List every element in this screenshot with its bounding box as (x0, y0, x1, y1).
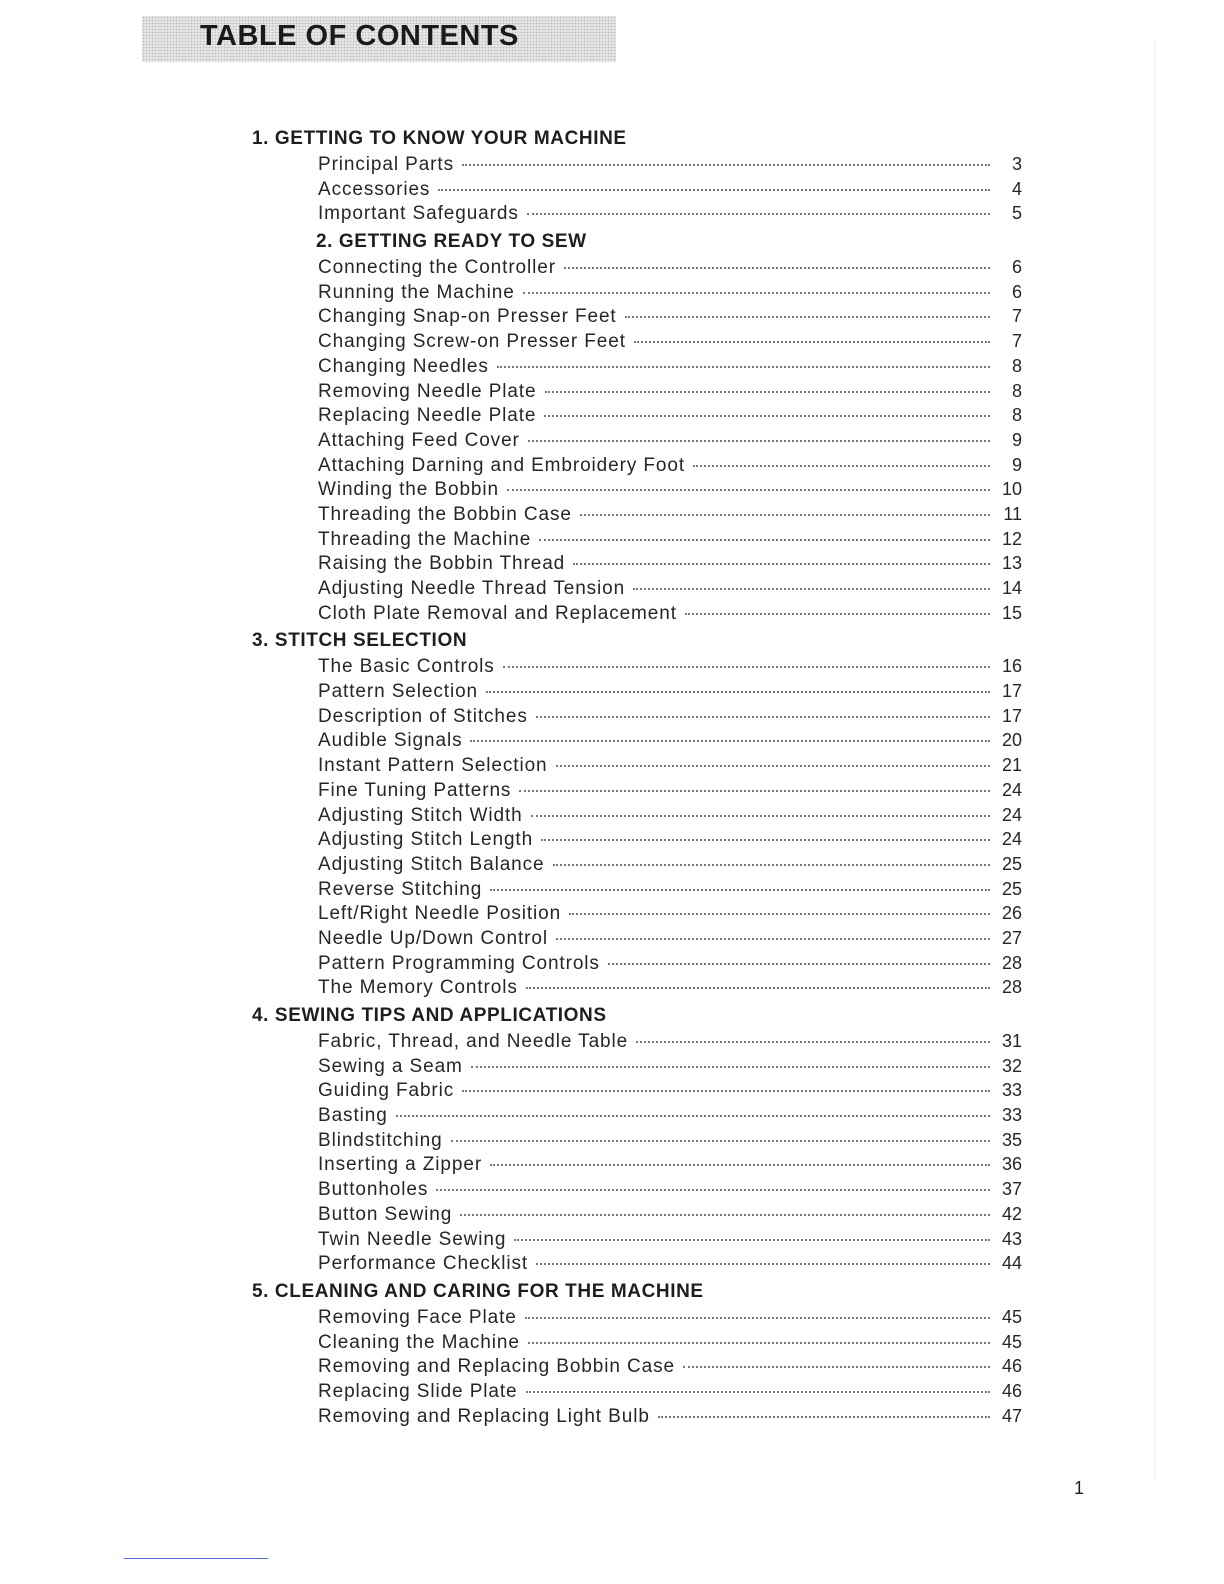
toc-section (252, 1003, 1022, 1276)
toc-entry[interactable] (318, 975, 1022, 1000)
dot-leader (544, 414, 990, 417)
entry-page-number: 8 (1011, 380, 1022, 401)
toc-entry[interactable] (318, 1152, 1022, 1177)
entry-page-number: 16 (1001, 656, 1022, 677)
entry-label: Fabric, Thread, and Needle Table (318, 1031, 629, 1052)
dot-leader (556, 764, 990, 767)
entry-page-number: 46 (1001, 1380, 1022, 1401)
dot-leader (523, 291, 990, 294)
toc-section (252, 628, 1022, 1000)
dot-leader (525, 1316, 990, 1319)
section-title: 2. GETTING READY TO SEW (316, 231, 587, 253)
entry-page-number: 47 (1001, 1405, 1022, 1426)
toc-entry[interactable] (318, 477, 1022, 502)
toc-entry[interactable] (318, 803, 1022, 828)
toc-entry[interactable] (318, 852, 1022, 877)
entry-page-number: 21 (1001, 755, 1022, 776)
toc-entry[interactable] (318, 1078, 1022, 1103)
entry-label: Running the Machine (318, 281, 515, 303)
entry-label: Attaching Feed Cover (318, 429, 520, 451)
toc-entry[interactable] (318, 502, 1022, 527)
toc-entry[interactable] (318, 304, 1022, 329)
entry-page-number: 31 (1001, 1031, 1022, 1051)
entry-label: Performance Checklist (318, 1253, 529, 1275)
entry-label: Pattern Selection (318, 681, 478, 703)
dot-leader (536, 715, 990, 718)
dot-leader (528, 1341, 990, 1344)
dot-leader (569, 912, 990, 915)
toc-entry[interactable] (318, 428, 1022, 453)
dot-leader (436, 1188, 990, 1191)
dot-leader (580, 513, 990, 516)
toc-entry[interactable] (318, 527, 1022, 552)
entry-label: Twin Needle Sewing (318, 1228, 507, 1250)
entry-label: Cleaning the Machine (318, 1331, 520, 1353)
entry-page-number: 28 (1001, 977, 1022, 998)
toc-entry[interactable] (318, 177, 1022, 202)
entry-page-number: 45 (1001, 1331, 1022, 1352)
section-title: 3. STITCH SELECTION (252, 630, 468, 652)
dot-leader (490, 888, 990, 891)
dot-leader (451, 1139, 990, 1142)
dot-leader (573, 562, 990, 565)
entry-page-number: 28 (1001, 952, 1022, 973)
entry-label: Attaching Darning and Embroidery Foot (318, 454, 686, 476)
dot-leader (471, 1065, 990, 1068)
entry-label: Buttonholes (318, 1179, 429, 1201)
entry-label: Threading the Bobbin Case (318, 503, 572, 525)
toc-entry[interactable] (318, 280, 1022, 305)
entry-page-number: 24 (1001, 779, 1022, 800)
dot-leader (507, 488, 990, 491)
entry-label: Winding the Bobbin (318, 479, 499, 501)
dot-leader (634, 340, 990, 343)
dot-leader (519, 789, 990, 792)
entry-label: Needle Up/Down Control (318, 927, 548, 949)
entry-label: Raising the Bobbin Thread (318, 553, 566, 575)
toc-entry[interactable] (318, 1330, 1022, 1355)
entry-label: Changing Screw-on Presser Feet (318, 331, 626, 353)
entry-label: Adjusting Stitch Width (318, 804, 523, 826)
entry-page-number: 20 (1001, 730, 1022, 751)
entry-page-number: 10 (1001, 479, 1022, 500)
page-number: 1 (1074, 1478, 1085, 1498)
toc-entry[interactable] (318, 1227, 1022, 1252)
entry-label: Guiding Fabric (318, 1080, 455, 1102)
dot-leader (526, 986, 990, 989)
toc-entry[interactable] (318, 877, 1022, 902)
dot-leader (553, 863, 991, 866)
page-title: TABLE OF CONTENTS (200, 20, 519, 52)
entry-page-number: 9 (1011, 454, 1022, 475)
entry-label: Changing Needles (318, 355, 489, 377)
entry-page-number: 24 (1001, 829, 1022, 850)
toc-entry[interactable] (318, 753, 1022, 778)
entry-page-number: 8 (1011, 355, 1022, 376)
toc-entry[interactable] (318, 951, 1022, 976)
dot-leader (490, 1163, 990, 1166)
toc-entry[interactable] (318, 1054, 1022, 1079)
entry-page-number: 15 (1001, 602, 1022, 623)
entry-label: Fine Tuning Patterns (318, 779, 512, 801)
entry-label: The Memory Controls (318, 977, 518, 999)
bottom-rule (124, 1558, 268, 1559)
scan-edge-line (1154, 40, 1155, 1480)
entry-label: Cloth Plate Removal and Replacement (318, 602, 677, 624)
dot-leader (531, 814, 990, 817)
toc-entry[interactable] (318, 704, 1022, 729)
dot-leader (636, 1040, 990, 1043)
entry-label: Accessories (318, 178, 431, 200)
entry-label: Connecting the Controller (318, 257, 556, 279)
entry-page-number: 12 (1001, 528, 1022, 549)
dot-leader (685, 612, 990, 615)
toc-entry[interactable] (318, 453, 1022, 478)
section-title: 1. GETTING TO KNOW YOUR MACHINE (252, 128, 627, 149)
toc-entry[interactable] (318, 901, 1022, 926)
section-title: 5. CLEANING AND CARING FOR THE MACHINE (252, 1280, 704, 1302)
toc-entry[interactable] (318, 1103, 1022, 1128)
toc-entry[interactable] (318, 728, 1022, 753)
toc-entry[interactable] (318, 827, 1022, 852)
toc-entry[interactable] (318, 1354, 1022, 1379)
entry-page-number: 25 (1001, 878, 1022, 899)
toc-entry[interactable] (318, 926, 1022, 951)
dot-leader (460, 1213, 990, 1216)
toc-section (252, 126, 1022, 226)
entry-page-number: 4 (1011, 178, 1022, 199)
dot-leader (497, 365, 990, 368)
dot-leader (527, 212, 990, 215)
toc-entry[interactable] (318, 1128, 1022, 1153)
entry-page-number: 11 (1003, 503, 1022, 524)
entry-label: Threading the Machine (318, 528, 532, 550)
entry-label: Adjusting Stitch Length (318, 829, 534, 851)
toc-entry[interactable] (318, 654, 1022, 679)
entry-page-number: 7 (1011, 331, 1022, 352)
toc-entry[interactable] (318, 1404, 1022, 1429)
toc-entry[interactable] (318, 551, 1022, 576)
entry-page-number: 45 (1001, 1306, 1022, 1327)
toc-entry[interactable] (318, 354, 1022, 379)
entry-page-number: 37 (1001, 1179, 1022, 1200)
entry-label: Removing and Replacing Bobbin Case (318, 1356, 675, 1378)
table-of-contents (252, 126, 1022, 1431)
entry-page-number: 9 (1011, 429, 1022, 450)
dot-leader (526, 1390, 990, 1393)
entry-page-number: 8 (1011, 405, 1022, 426)
entry-page-number: 17 (1001, 705, 1022, 726)
entry-page-number: 27 (1001, 927, 1022, 948)
toc-entry[interactable] (318, 1305, 1022, 1330)
entry-label: Removing and Replacing Light Bulb (318, 1405, 650, 1427)
entry-label: Pattern Programming Controls (318, 952, 600, 974)
dot-leader (545, 390, 990, 393)
toc-entry[interactable] (318, 1251, 1022, 1276)
dot-leader (528, 439, 990, 442)
entry-page-number: 42 (1001, 1203, 1022, 1224)
entry-label: Button Sewing (318, 1203, 453, 1225)
toc-entry[interactable] (318, 403, 1022, 428)
dot-leader (536, 1262, 990, 1265)
toc-entry[interactable] (318, 329, 1022, 354)
dot-leader (486, 690, 990, 693)
dot-leader (625, 315, 990, 318)
entry-page-number: 46 (1001, 1356, 1022, 1377)
entry-label: Removing Face Plate (318, 1306, 517, 1328)
entry-label: Replacing Slide Plate (318, 1380, 518, 1402)
entry-page-number: 3 (1011, 154, 1022, 174)
entry-label: Left/Right Needle Position (318, 903, 562, 925)
dot-leader (658, 1415, 990, 1418)
entry-label: Principal Parts (318, 154, 454, 175)
entry-label: Reverse Stitching (318, 878, 483, 900)
entry-page-number: 32 (1001, 1055, 1022, 1076)
toc-entry[interactable] (318, 778, 1022, 803)
toc-entry[interactable] (318, 601, 1022, 626)
dot-leader (396, 1114, 990, 1117)
entry-page-number: 33 (1001, 1105, 1022, 1126)
entry-page-number: 25 (1001, 853, 1022, 874)
toc-entry[interactable] (318, 1202, 1022, 1227)
entry-label: The Basic Controls (318, 656, 495, 678)
entry-label: Removing Needle Plate (318, 380, 537, 402)
dot-leader (503, 665, 990, 668)
entry-page-number: 5 (1011, 203, 1022, 224)
dot-leader (470, 739, 990, 742)
dot-leader (514, 1238, 990, 1241)
entry-page-number: 6 (1011, 257, 1022, 278)
entry-page-number: 6 (1011, 281, 1022, 302)
entry-label: Changing Snap-on Presser Feet (318, 306, 617, 328)
toc-entry[interactable] (318, 152, 1022, 177)
entry-label: Instant Pattern Selection (318, 755, 548, 777)
entry-page-number: 13 (1001, 553, 1022, 574)
toc-entry[interactable] (318, 1379, 1022, 1404)
entry-page-number: 36 (1001, 1154, 1022, 1175)
dot-leader (541, 838, 990, 841)
dot-leader (693, 464, 990, 467)
entry-page-number: 26 (1001, 903, 1022, 924)
entry-label: Important Safeguards (318, 203, 519, 225)
entry-label: Adjusting Needle Thread Tension (318, 578, 626, 599)
entry-page-number: 43 (1001, 1228, 1022, 1249)
entry-label: Blindstitching (318, 1129, 443, 1151)
title-banner (142, 16, 616, 62)
dot-leader (539, 538, 990, 541)
toc-entry[interactable] (318, 1029, 1022, 1054)
toc-entry[interactable] (318, 1177, 1022, 1202)
toc-entry[interactable] (318, 379, 1022, 404)
entry-label: Basting (318, 1105, 388, 1127)
entry-label: Replacing Needle Plate (318, 405, 537, 427)
dot-leader (564, 266, 990, 269)
entry-page-number: 35 (1001, 1129, 1022, 1150)
dot-leader (462, 163, 990, 166)
entry-page-number: 44 (1001, 1253, 1022, 1274)
toc-entry[interactable] (318, 576, 1022, 601)
entry-label: Description of Stitches (318, 705, 528, 727)
dot-leader (633, 587, 990, 590)
dot-leader (438, 188, 990, 191)
toc-entry[interactable] (318, 679, 1022, 704)
dot-leader (608, 962, 990, 965)
entry-page-number: 17 (1001, 681, 1022, 702)
dot-leader (462, 1089, 990, 1092)
dot-leader (556, 937, 990, 940)
toc-entry[interactable] (318, 255, 1022, 280)
toc-entry[interactable] (318, 201, 1022, 226)
dot-leader (683, 1365, 990, 1368)
section-title: 4. SEWING TIPS AND APPLICATIONS (252, 1005, 607, 1026)
entry-label: Adjusting Stitch Balance (318, 853, 545, 875)
entry-page-number: 14 (1001, 578, 1022, 598)
entry-label: Audible Signals (318, 730, 463, 752)
toc-section (252, 1279, 1022, 1428)
entry-label: Sewing a Seam (318, 1055, 463, 1077)
entry-page-number: 7 (1011, 306, 1022, 327)
entry-page-number: 24 (1001, 804, 1022, 825)
entry-label: Inserting a Zipper (318, 1154, 483, 1176)
entry-page-number: 33 (1001, 1080, 1022, 1101)
toc-section (252, 229, 1022, 625)
